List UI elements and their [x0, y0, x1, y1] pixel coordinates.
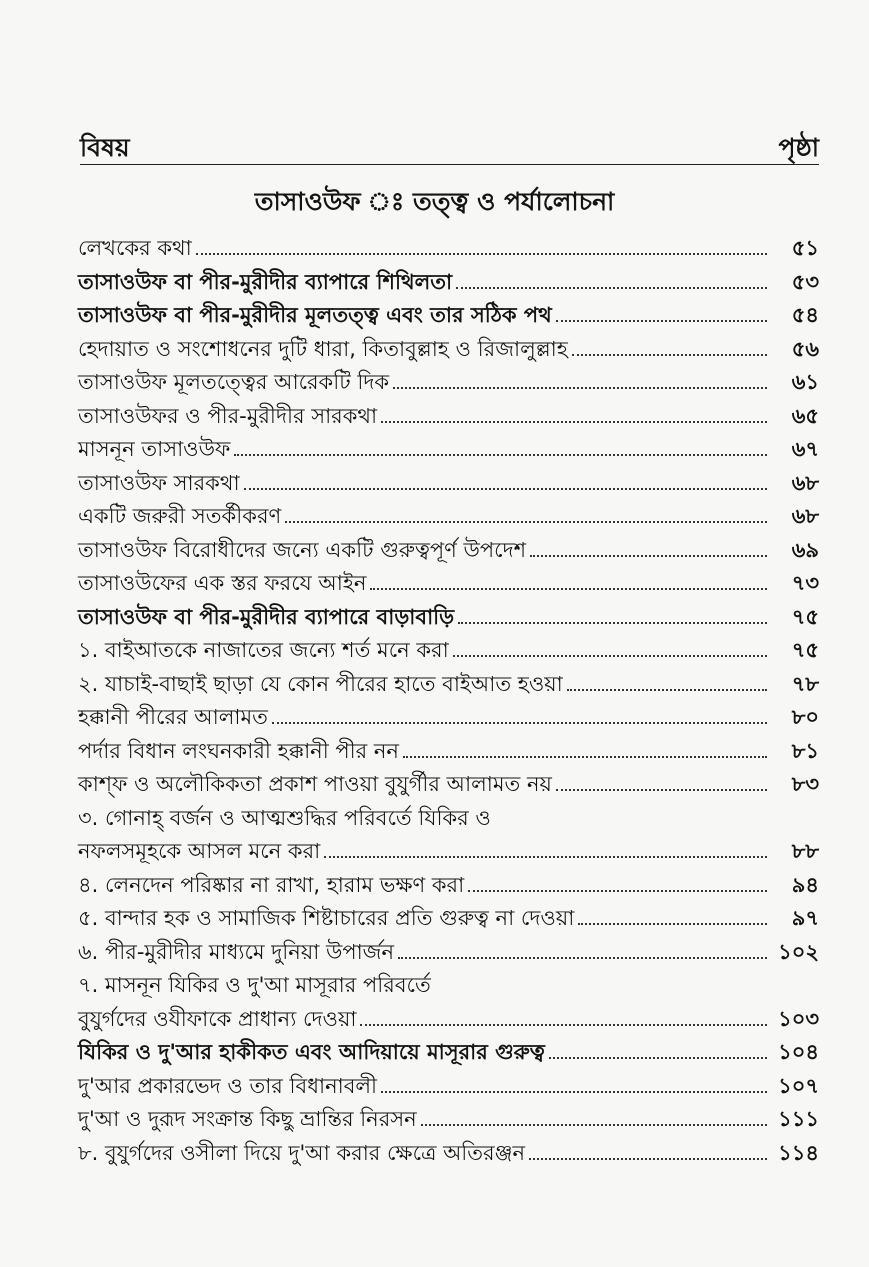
entry-title: তাসাওউফ বা পীর-মুরীদীর ব্যাপারে বাড়াবাড়ি — [78, 604, 455, 629]
toc-entry[interactable] — [78, 329, 819, 363]
dot-leader — [529, 1158, 767, 1160]
entry-page: ১১৪ — [778, 1140, 819, 1165]
dot-leader — [393, 387, 767, 389]
dot-leader — [381, 421, 767, 423]
toc-header — [80, 124, 819, 165]
entry-title: একটি জরুরী সতর্কীকরণ — [78, 504, 282, 528]
entry-page: ১১১ — [778, 1107, 819, 1131]
entry-title: হক্কানী পীরের আলামত — [78, 705, 268, 729]
toc-entry[interactable] — [78, 697, 819, 731]
dot-leader — [398, 957, 767, 959]
entry-title: তাসাওউফ বিরোধীদের জন্যে একটি গুরুত্বপূর্ণ উপদেশ — [78, 537, 527, 562]
entry-page: ৬৮ — [791, 470, 819, 495]
entry-title: বুযুর্গদের ওযীফাকে প্রাধান্য দেওয়া — [78, 1006, 357, 1031]
dot-leader — [360, 1024, 767, 1026]
entry-page: ১০৭ — [778, 1073, 819, 1098]
toc-entry[interactable] — [78, 798, 819, 832]
dot-leader — [285, 521, 767, 523]
entry-title: লেখকের কথা — [78, 236, 192, 260]
entry-title: ১. বাইআতকে নাজাতের জন্যে শর্ত মনে করা — [78, 638, 449, 662]
toc-entry[interactable] — [78, 396, 819, 430]
dot-leader — [578, 923, 767, 925]
entry-page: ৮১ — [791, 738, 819, 763]
entry-page: ৭৫ — [791, 638, 819, 662]
toc-entry[interactable] — [78, 295, 819, 329]
entry-title: কাশ্‌ফ ও অলৌকিকতা প্রকাশ পাওয়া বুযুর্গীর আলামত নয় — [78, 772, 552, 796]
subject-heading: বিষয় — [80, 133, 130, 162]
entry-page: ৬৫ — [791, 403, 819, 428]
entry-title: যিকির ও দু'আর হাকীকত এবং আদিয়ায়ে মাসূরার গুরুত্ব — [78, 1040, 545, 1064]
entry-page: ৫১ — [791, 236, 819, 260]
toc-entry[interactable] — [78, 429, 819, 463]
entry-page: ৬১ — [791, 370, 819, 394]
dot-leader — [549, 1057, 767, 1059]
entry-page: ৫৬ — [791, 336, 819, 361]
toc-entry[interactable] — [78, 530, 819, 564]
dot-leader — [272, 722, 767, 724]
dot-leader — [456, 287, 767, 289]
toc-entry[interactable] — [78, 831, 819, 865]
entry-page: ১০৩ — [778, 1006, 819, 1031]
dot-leader — [453, 655, 767, 657]
toc-entry[interactable] — [78, 1133, 819, 1167]
toc-entry[interactable] — [78, 999, 819, 1033]
dot-leader — [567, 689, 767, 691]
dot-leader — [324, 856, 767, 858]
page-heading: পৃষ্ঠা — [778, 133, 819, 162]
entry-title: দু'আর প্রকারভেদ ও তার বিধানাবলী — [78, 1073, 378, 1098]
toc-entry[interactable] — [78, 965, 819, 999]
toc-entry[interactable] — [78, 362, 819, 396]
entry-page: ৫৩ — [791, 269, 819, 294]
entry-title: তাসাওউফ বা পীর-মুরীদীর মূলতত্ত্ব এবং তার সঠিক পথ — [78, 303, 552, 327]
dot-leader — [421, 1124, 767, 1126]
entry-title: পর্দার বিধান লংঘনকারী হক্কানী পীর নন — [78, 738, 399, 763]
entry-page: ৯৪ — [791, 872, 819, 897]
entry-title: ৫. বান্দার হক ও সামাজিক শিষ্টাচারের প্রতি গুরুত্ব না দেওয়া — [78, 906, 575, 930]
entry-page: ১০২ — [778, 939, 819, 964]
toc-entry[interactable] — [78, 731, 819, 765]
entry-title: ৪. লেনদেন পরিষ্কার না রাখা, হারাম ভক্ষণ করা — [78, 872, 465, 897]
entry-page: ৮৩ — [791, 772, 819, 796]
dot-leader — [458, 622, 767, 624]
entry-title: ৩. গোনাহ্ বর্জন ও আত্মশুদ্ধির পরিবর্তে যিকির ও — [78, 805, 491, 830]
dot-leader — [381, 1091, 767, 1093]
entry-page: ৫৪ — [791, 303, 819, 327]
entry-page: ৭৮ — [791, 671, 819, 696]
dot-leader — [403, 756, 767, 758]
dot-leader — [370, 588, 767, 590]
entry-title: ২. যাচাই-বাছাই ছাড়া যে কোন পীরের হাতে বাইআত হওয়া — [78, 671, 563, 696]
dot-leader — [196, 253, 767, 255]
toc-entry[interactable] — [78, 865, 819, 899]
entry-title: ৬. পীর-মুরীদীর মাধ্যমে দুনিয়া উপার্জন — [78, 939, 395, 964]
dot-leader — [530, 555, 767, 557]
entry-page: ৬৮ — [791, 504, 819, 528]
entry-page: ৮০ — [791, 705, 819, 729]
entry-page: ৭৫ — [791, 604, 819, 629]
entry-page: ১০৪ — [778, 1040, 819, 1064]
toc-entry[interactable] — [78, 664, 819, 698]
dot-leader — [244, 488, 767, 490]
entry-page: ৮৮ — [791, 839, 819, 863]
entry-page: ৯৭ — [791, 906, 819, 930]
entry-title: তাসাওউফের এক স্তর ফরযে আইন — [78, 571, 367, 595]
toc-entry[interactable] — [78, 898, 819, 932]
toc-entry[interactable] — [78, 932, 819, 966]
dot-leader — [234, 454, 767, 456]
dot-leader — [468, 890, 767, 892]
toc-entry[interactable] — [78, 1099, 819, 1133]
dot-leader — [556, 789, 767, 791]
toc-entry[interactable] — [78, 463, 819, 497]
entry-page: ৬৭ — [791, 437, 819, 461]
entry-title: ৮. বুযুর্গদের ওসীলা দিয়ে দু'আ করার ক্ষেত্রে অতিরঞ্জন — [78, 1140, 526, 1165]
entry-title: হেদায়াত ও সংশোধনের দুটি ধারা, কিতাবুল্লাহ ও রিজালুল্লাহ — [78, 336, 568, 361]
toc-entry[interactable] — [78, 1066, 819, 1100]
section-title: তাসাওউফ ঃ তত্ত্ব ও পর্যালোচনা — [254, 187, 615, 216]
entry-title: তাসাওউফ মূলতত্ত্বের আরেকটি দিক — [78, 370, 390, 394]
toc-entry[interactable] — [78, 563, 819, 597]
entry-title: দু'আ ও দুরূদ সংক্রান্ত কিছু ভ্রান্তির নিরসন — [78, 1107, 417, 1131]
toc-entry[interactable] — [78, 630, 819, 664]
toc-entry[interactable] — [78, 262, 819, 296]
toc-entry[interactable] — [78, 597, 819, 631]
entry-page: ৬৯ — [791, 537, 819, 562]
entry-title: তাসাওউফ বা পীর-মুরীদীর ব্যাপারে শিথিলতা — [78, 269, 453, 294]
entry-title: নফলসমূহকে আসল মনে করা — [78, 839, 321, 863]
entry-page: ৭৩ — [791, 571, 819, 595]
entry-title: মাসনূন তাসাওউফ — [78, 437, 231, 461]
toc-entry[interactable] — [78, 764, 819, 798]
toc-entry[interactable] — [78, 496, 819, 530]
dot-leader — [572, 354, 767, 356]
toc-entry[interactable] — [78, 1032, 819, 1066]
entry-title: তাসাওউফর ও পীর-মুরীদীর সারকথা — [78, 403, 378, 428]
toc-entry[interactable] — [78, 228, 819, 262]
dot-leader — [556, 320, 767, 322]
entry-title: ৭. মাসনূন যিকির ও দু'আ মাসূরার পরিবর্তে — [78, 973, 431, 997]
entry-title: তাসাওউফ সারকথা — [78, 470, 240, 495]
